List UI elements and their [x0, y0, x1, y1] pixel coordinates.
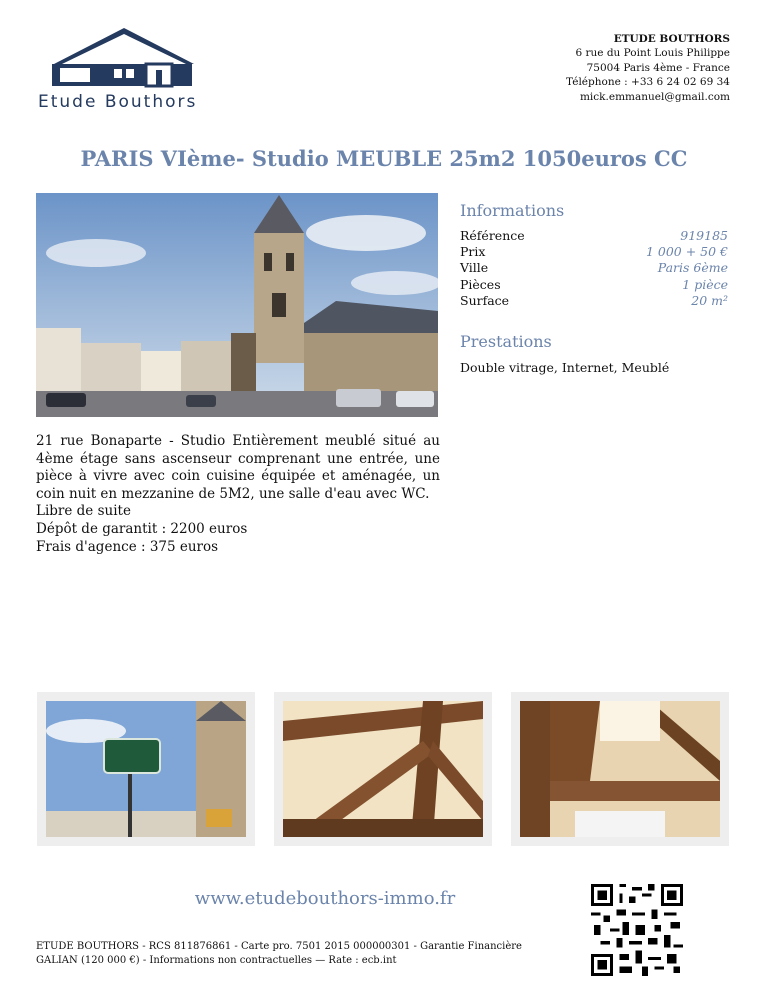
info-row-ville — [460, 260, 728, 276]
info-value: 1 000 + 50 € — [645, 244, 728, 260]
description-deposit: Dépôt de garantit : 2200 euros — [36, 520, 248, 537]
listing-description — [36, 433, 440, 556]
info-label: Pièces — [460, 276, 501, 292]
website-link[interactable]: www.etudebouthors-immo.fr — [194, 888, 456, 909]
agency-name: ETUDE BOUTHORS — [613, 33, 730, 45]
info-value: 919185 — [680, 228, 728, 243]
agency-contact — [566, 32, 730, 104]
logo-text: Etude Bouthors — [38, 92, 198, 112]
info-label: Prix — [460, 244, 486, 260]
agency-phone: Téléphone : +33 6 24 02 69 34 — [566, 76, 730, 89]
agency-address-line2: 75004 Paris 4ème - France — [586, 61, 730, 74]
info-label: Surface — [460, 292, 510, 308]
listing-title: PARIS VIème- Studio MEUBLE 25m2 1050euros CC — [80, 146, 688, 171]
info-label: Référence — [460, 228, 525, 243]
main-photo — [36, 193, 438, 417]
description-agency-fees: Frais d'agence : 375 euros — [36, 538, 219, 555]
info-row-surface — [460, 293, 728, 309]
info-row-pieces — [460, 277, 728, 293]
thumbnail-photo-3[interactable] — [511, 692, 729, 846]
info-row-prix — [460, 244, 728, 260]
street-sign-photo — [46, 701, 246, 837]
agency-address-line1: 6 rue du Point Louis Philippe — [575, 47, 730, 60]
footer-line-2: GALIAN (120 000 €) - Informations non contractuelles — Rate : ecb.int — [36, 955, 397, 966]
wooden-beams-photo — [283, 701, 483, 837]
church-photo-illustration — [36, 193, 438, 417]
info-value: 20 m² — [691, 292, 728, 308]
info-value: Paris 6ème — [657, 260, 728, 276]
thumbnail-photo-1[interactable] — [37, 692, 255, 846]
info-label: Ville — [460, 260, 489, 276]
informations-heading: Informations — [460, 201, 565, 220]
attic-window-photo — [520, 701, 720, 837]
description-paragraph: 21 rue Bonaparte - Studio Entièrement meublé situé au 4ème étage sans ascenseur comprenant une entrée, une pièce à vivre avec coin cuisine équipée et aménagée, un coin nuit en mezzanine de 5M2, une salle d'eau avec WC. — [36, 433, 440, 502]
informations-table — [460, 228, 728, 309]
qr-code[interactable] — [591, 884, 683, 976]
info-row-reference — [460, 228, 728, 244]
footer-line-1: ETUDE BOUTHORS - RCS 811876861 - Carte pro. 7501 2015 000000301 - Garantie Financière — [36, 941, 522, 952]
prestations-text: Double vitrage, Internet, Meublé — [460, 360, 670, 375]
thumbnail-photo-2[interactable] — [274, 692, 492, 846]
agency-email[interactable]: mick.emmanuel@gmail.com — [579, 90, 730, 103]
legal-footer — [36, 940, 596, 968]
info-value: 1 pièce — [682, 276, 728, 292]
prestations-heading: Prestations — [460, 332, 552, 351]
description-availability: Libre de suite — [36, 503, 131, 520]
